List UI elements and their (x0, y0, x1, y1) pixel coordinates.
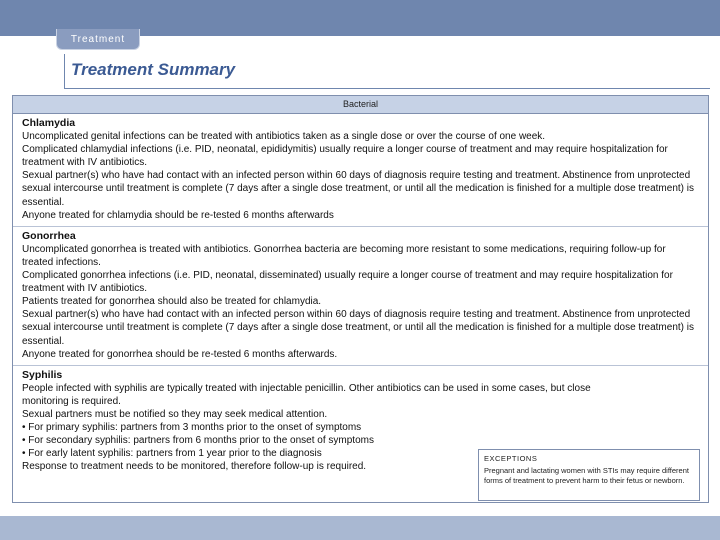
chlamydia-line: Anyone treated for chlamydia should be re-tested 6 months afterwards (22, 209, 334, 221)
gonorrhea-line: Complicated gonorrhea infections (i.e. PID, neonatal, disseminated) usually require a longer course of treatment and may require hospitalization for treatment with IV antibiotics. (22, 270, 673, 295)
panel-header: Bacterial (13, 96, 708, 114)
exceptions-body: Pregnant and lactating women with STIs may require different forms of treatment to prevent harm to their fetus or newborn. (484, 465, 689, 485)
chlamydia-line: Sexual partner(s) who have had contact with an infected person within 60 days of diagnosis require testing and treatment. Abstinence from unprotected sexual intercourse until treatment is complete (7 days after a single dose treatment, or until all the medication is finished for a multiple dose treatment) is essential. (22, 170, 694, 208)
syphilis-line: • For primary syphilis: partners from 3 months prior to the onset of symptoms (22, 422, 362, 434)
syphilis-line: Sexual partners must be notified so they may seek medical attention. (22, 408, 328, 420)
chlamydia-line: Uncomplicated genital infections can be treated with antibiotics taken as a single dose or over the course of one week. (22, 131, 546, 143)
chlamydia-block (13, 114, 708, 227)
gonorrhea-line: Sexual partner(s) who have had contact with an infected person within 60 days of diagnosis require testing and treatment. Abstinence from unprotected sexual intercourse until treatment is complete (7 days after a single dose treatment, or until all the medication is finished for a multiple dose treatment) is essential. (22, 309, 694, 347)
treatment-panel (12, 95, 709, 503)
exceptions-title: EXCEPTIONS (484, 454, 538, 463)
syphilis-title: Syphilis (22, 368, 63, 381)
page-title: Treatment Summary (71, 60, 236, 79)
title-rule-horizontal (64, 88, 710, 89)
gonorrhea-title: Gonorrhea (22, 229, 76, 242)
syphilis-line: • For secondary syphilis: partners from 6 months prior to the onset of symptoms (22, 435, 374, 447)
gonorrhea-line: Uncomplicated gonorrhea is treated with antibiotics. Gonorrhea bacteria are becoming more resistant to some medications, requiring follow-up for treated infections. (22, 243, 666, 268)
gonorrhea-block (13, 227, 708, 366)
title-rule-vertical (64, 54, 65, 88)
section-tab: Treatment (56, 29, 140, 50)
gonorrhea-line: Patients treated for gonorrhea should also be treated for chlamydia. (22, 296, 322, 308)
chlamydia-title: Chlamydia (22, 117, 76, 129)
syphilis-line: Response to treatment needs to be monitored, therefore follow-up is required. (22, 461, 367, 473)
exceptions-box (478, 449, 700, 501)
syphilis-line: • For early latent syphilis: partners from 1 year prior to the diagnosis (22, 448, 322, 460)
gonorrhea-line: Anyone treated for gonorrhea should be re-tested 6 months afterwards. (22, 348, 338, 360)
syphilis-line: People infected with syphilis are typically treated with injectable penicillin. Other antibiotics can be used in some cases, but close monitoring is required. (22, 382, 591, 407)
bottom-banner (0, 516, 720, 540)
chlamydia-line: Complicated chlamydial infections (i.e. PID, neonatal, epididymitis) usually require a longer course of treatment and may require hospitalization for treatment with IV antibiotics. (22, 144, 668, 169)
